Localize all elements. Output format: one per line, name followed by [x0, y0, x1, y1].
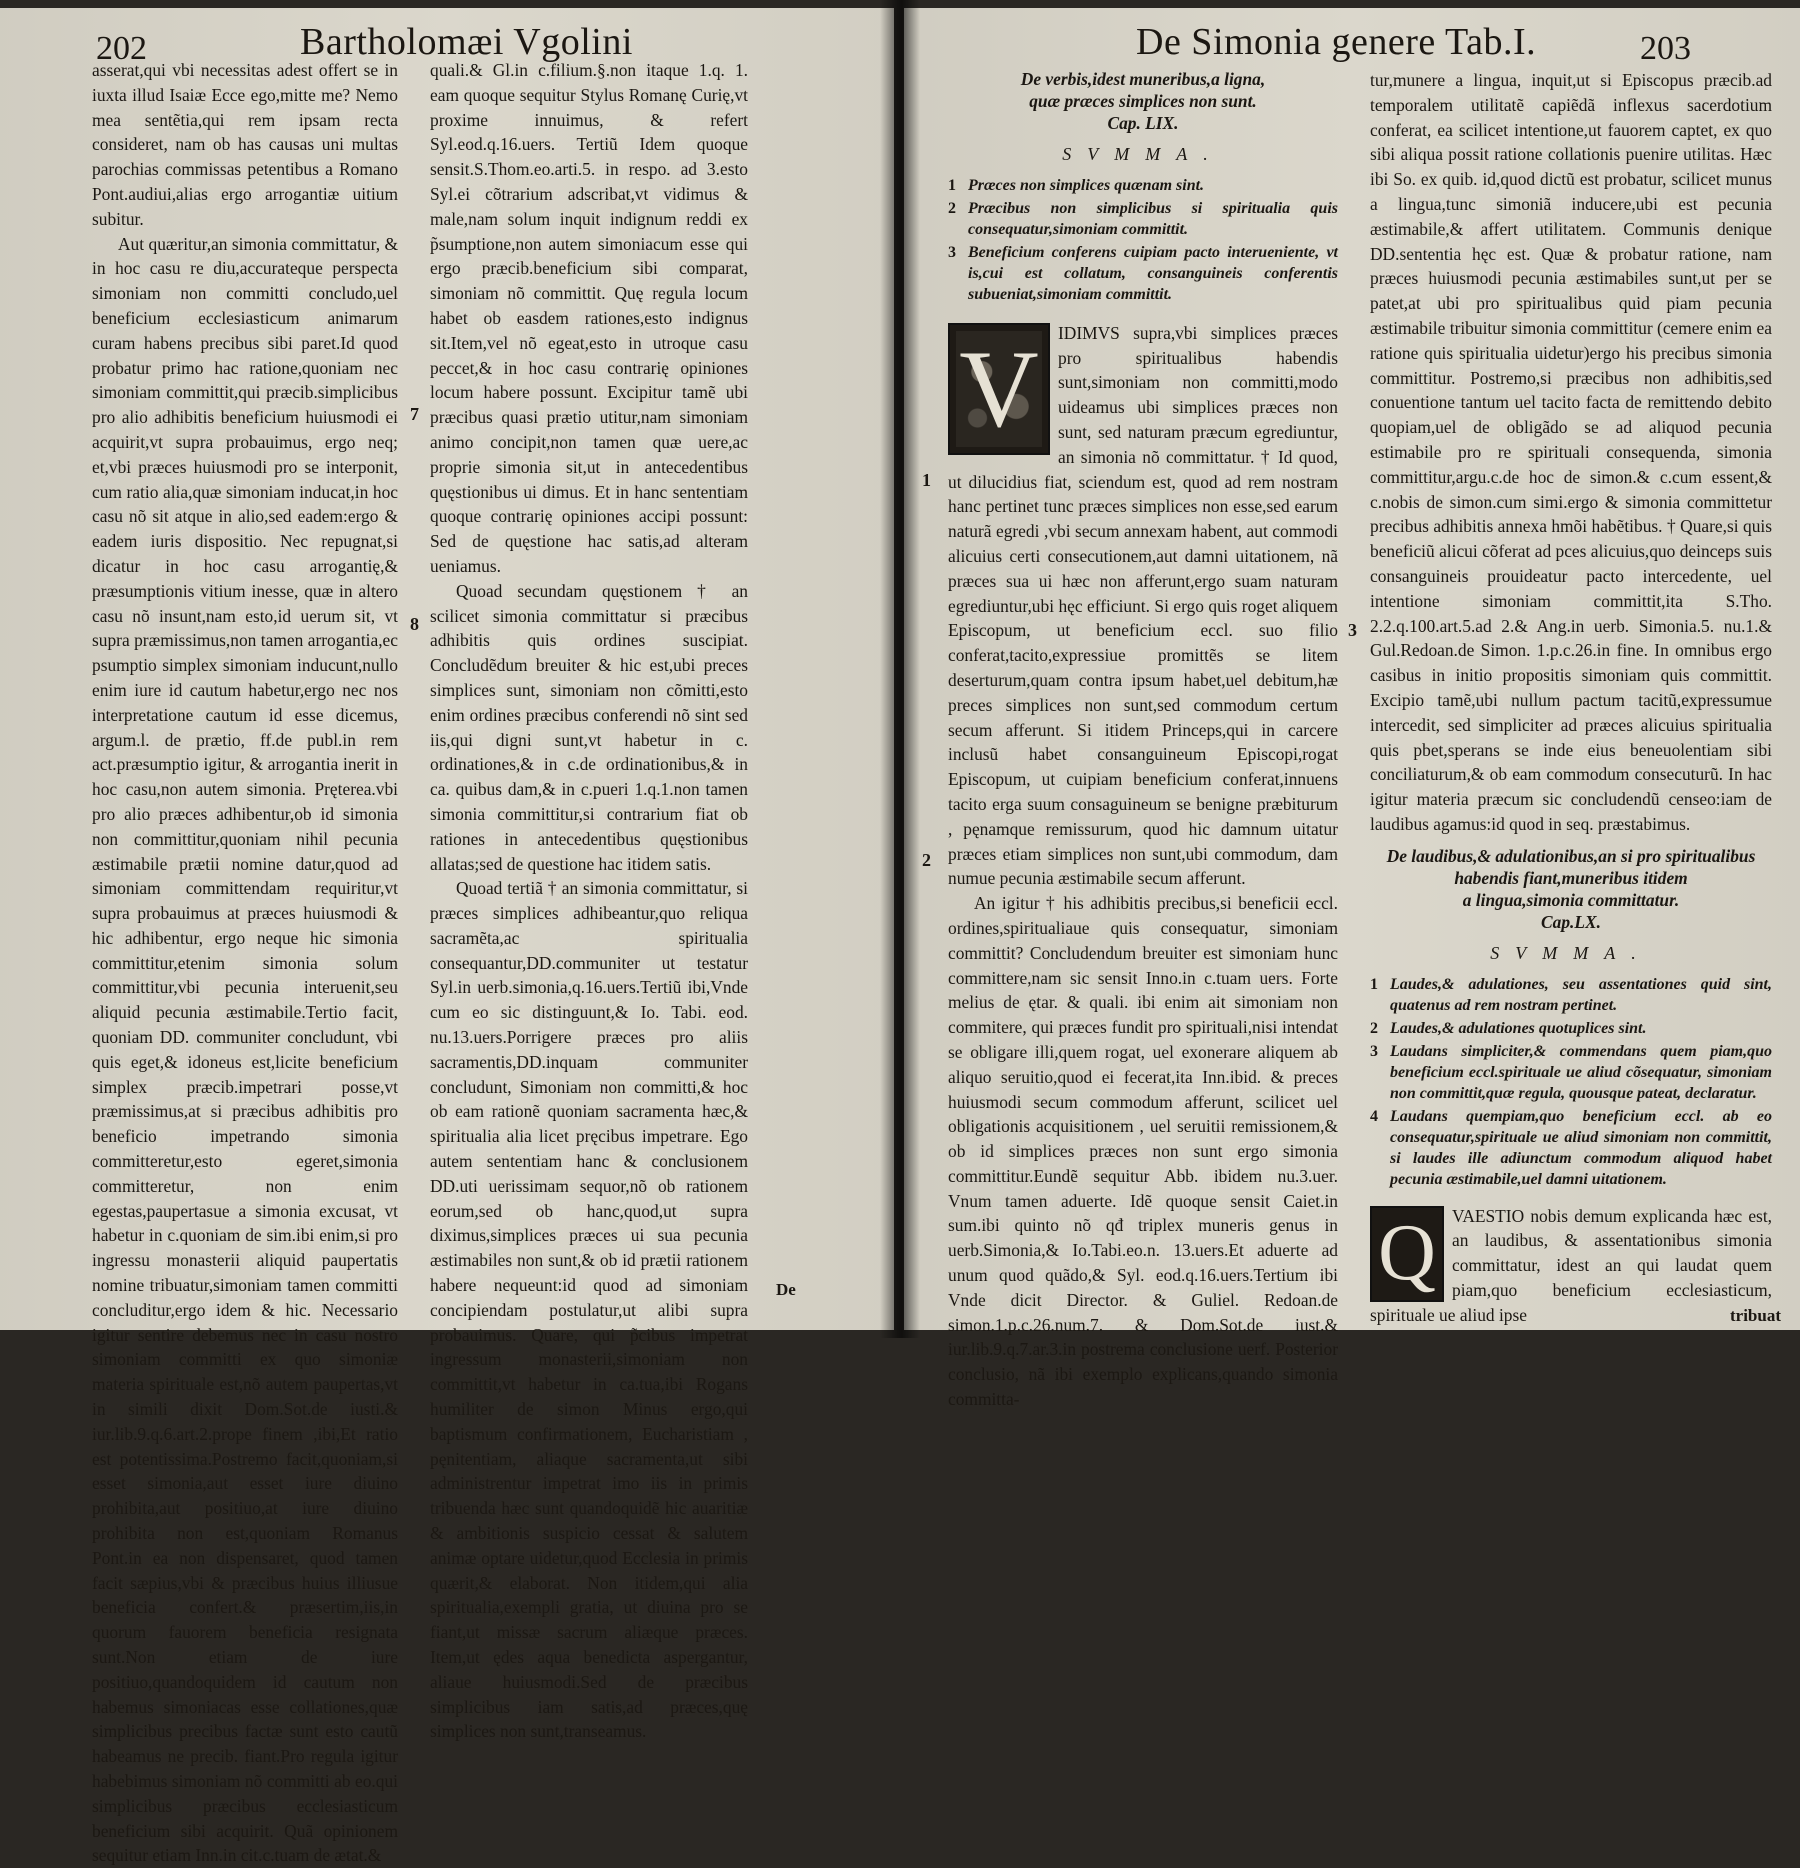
paragraph: An igitur † his adhibitis precibus,si beneficii eccl. ordines,spiritualiaue quis consequatur, simoniam committit? Concludendum breuiter est simoniam hunc committere,nam sic sensit Inno.in c.tuam uers. Forte melius de ętar. & quali. ibi enim ait simoniam non commitere, qui præces fundit pro spirituali,nisi intendat se obligare illi,quem rogat, uel exonerare aliquem ab aliquo seruitio,quod ei fecerat,ita Inn.ibid. & preces huiusmodi secum commodum afferunt, scilicet uel obligationis acquisitionem , uel seruitii remissionem,& ob id simplices præces non sunt ergo simonia committitur.Eundẽ sequitur Abb. ibidem nu.3.uer. Vnum tamen aduerte. Idẽ quoque sensit Caiet.in sum.ibi quinto nõ qđ triplex muneris genus in uerb.Simonia,& Io.Tabi.eo.n. 13.uers.Et aduerte ad unum quod quãdo,& Syl. eod.q.16.uers.Tertium ibi Vnde dicit Director. & Guliel. Redoan.de simon.1.p.c.26.num.7. & Dom.Sot.de iust.& iur.lib.9.q.7.ar.3.in postrema conclusione uerf. Posterior conclusio, nã ibi exemplo explicans,quando simonia committa- — [948, 893, 1338, 1410]
margin-number: 3 — [1348, 620, 1357, 640]
paragraph: VAESTIO nobis demum explicanda hæc est, an laudibus, & assentationibus simonia committatur, idest an qui laudat quem piam,quo beneficium ecclesiasticum, spirituale ue aliud ipse — [1370, 1205, 1772, 1325]
paragraph: asserat,qui vbi necessitas adest offert se in iuxta illud Isaiæ Ecce ego,mitte me? Nemo mea sentẽtia,qui rem ipsam recta consideret, nam ob has causas uni multas parochias commissas petentibus a Romano Pont.audiui,alias ergo arrogantiæ uitium subitur. — [92, 60, 398, 229]
book-gutter — [880, 0, 920, 1338]
initial-letter: V — [959, 327, 1039, 450]
page-number-right: 203 — [1640, 30, 1691, 67]
initial-letter: Q — [1378, 1208, 1436, 1297]
paragraph: Quoad secundam quęstionem † an scilicet simonia committatur si præcibus adhibitis quis ordines suscipiat. Concludẽdum breuiter & hic est,ubi preces simplices sunt, simoniam non cõmitti,esto enim ordines præcibus conferendi nõ sint sed iis,qui digni sunt,vt habetur in c. ordinationes,& in c.de ordinationibus,& in ca. quibus dam,& in c.pueri 1.q.1.non tamen simonia committitur,si contrarium fiat ob rationes in antecedentibus quęstionibus allatas;sed de questione hac itidem satis. — [430, 580, 748, 874]
page-number-left: 202 — [96, 30, 147, 67]
paragraph: Quoad tertiã † an simonia committatur, si præces simplices adhibeantur,quo reliqua sacramẽta,ac spiritualia consequantur,DD.communiter ut testatur Syl.in uerb.simonia,q.16.uers.Tertiũ ibi,Vnde cum eo sic distinguunt,& Io. Tabi. eod. nu.13.uers.Porrigere præces pro aliis sacramentis,DD.inquam communiter concludunt, Simoniam non committi,& hoc ob eam rationẽ quoniam sacramenta hæc,& spiritualia alia licet pręcibus impetrare. Ego autem sententiam hanc & conclusionem DD.uti uerissimam sequor,nõ ob rationem eorum,sed ob hanc,quod,ut supra diximus,simplices præces ui sua pecunia æstimabiles non sunt,& ob id prætii rationem habere nequeunt:id quod ad simoniam concipiendam postulatur,ut alibi supra probauimus. Quare, qui p̃cibus impetrat ingressum monasterii,simoniam non committit,vt habetur in ca.tua,ibi Rogans humiliter de simon Minus ergo,qui baptismum confirmationem, Eucharistiam , pęnitentiam, aliaque sacramenta,ut sibi administrentur impetrat imo iis in primis tribuenda hæc sunt quandoquidẽ hic auaritiæ & ambitionis suspicio cessat & salutem animæ optare uidetur,quod Ecclesia in primis quærit,& elaborat. Non itidem,qui alia spiritualia,exempli gratia, ut diuina pro se fiant,ut missæ sacrum aliæque præces. Item,ut ędes aqua benedicta aspergantur, aliaue huiusmodi.Sed de præcibus simplicibus iam satis,ad præces,quę simplices non sunt,transeamus. — [430, 878, 748, 1742]
summary-text: Præces non simplices quænam sint. — [968, 176, 1205, 194]
summary-text: Præcibus non simplicibus si spiritualia quis consequatur,simoniam committit. — [968, 199, 1338, 238]
summary-text: Laudans simpliciter,& commendans quem piam,quo beneficium eccl.spirituale ue aliud cõsequatur, simoniam non committit,quæ regula, quousque pateat, declaratur. — [1390, 1042, 1772, 1102]
left-page — [0, 8, 894, 1866]
summary-number: 3 — [948, 243, 956, 261]
chapter-title-line: De verbis,idest muneribus,a ligna, — [1020, 69, 1266, 89]
summary-number: 2 — [1370, 1019, 1378, 1037]
running-head-left: Bartholomæi Vgolini — [300, 21, 633, 63]
paragraph: IDIMVS supra,vbi simplices præces pro spiritualibus habendis sunt,simoniam non committi,modo uideamus ubi simplices præces non sunt, sed naturam præcum egrediuntur, an simonia nõ committatur. † Id quod, ut dilucidius fiat, sciendum est, quod ad rem nostram hanc pertinet tunc præces simplices non esse,sed earum naturã egredi ,vbi secum annexam habent, aut commodi alicuius certi consecutionem,aut damni uitationem, nã præces sua ui hæc non afferunt,ergo suam naturam egrediuntur,ubi hęc efficiunt. Si ergo quis roget aliquem Episcopum, ut beneficium eccl. suo filio conferat,tacito,expressiue promittẽs se litem deserturum,quam contra ipsum habet,uel debitum,hæ preces simplices non sunt,sed commodum certum secum afferunt. Si itidem Princeps,qui in carcere inclusũ habet consanguineum Episcopi,rogat Episcopum, ut cuipiam beneficium conferat,innuens tacito erga suum consaguineum se benigne præbiturum , pęnamque remissurum, quod hic damnum uitatur præces etiam simplices non sunt,ubi commodum, dam numue pecunia æstimabile secum afferunt. — [948, 322, 1338, 889]
summary-item — [1370, 1041, 1772, 1104]
paragraph: Aut quæritur,an simonia committatur, & in hoc casu re diu,accurateque perspecta simoniam non committi concludo,uel beneficium ecclesiasticum animarum curam habens precibus sibi paret.Id quod probatur primo hac ratione,quoniam nec simoniam committit,qui præcib.simplicibus pro alio adhibitis beneficium huiusmodi ei acquirit,vt supra probauimus, ergo neq; et,vbi præces huiusmodi pro se interponit, cum ratio alia,quæ simoniam inducat,in hoc casu nõ sit atque in alio,sed eadem:ergo & eadem iuris dispositio. Nec repugnat,si dicatur in hoc casu arrogantię,& præsumptionis vitium inesse, quæ in altero casu nõ insunt,nam esto,id uerum sit, vt supra præmissimus,non tamen arrogantia,ec psumptio simplex simoniam inducunt,nullo enim iure id cautum habetur,ergo nec nos interpretatione cautum id esse dicemus, argum.l. de prætio, ff.de publ.in rem act.præsumptio igitur, & arrogantia inerit in hoc casu,non autem simonia. Pręterea.vbi pro alio præces adhibentur,ob id simonia non committitur,quoniam nihil pecunia æstimabile prætii nomine datur,quod ad simoniam committendam requiritur,vt supra probauimus at præces huiusmodi & hic adhibentur, ergo neque hic simonia committitur,etenim simonia solum committitur,vbi pecunia interuenit,seu aliquid pecunia æstimabile.Tertio facit, quoniam DD. communiter concludunt, vbi quis eget,& idoneus est,licite beneficium simplex præcib.impetrari posse,vt præmissimus,at si præcibus adhibitis pro beneficio impetrando simonia committeretur,esto egeret,simonia committeretur, non enim egestas,paupertasue a simonia excusat, vt habetur in c.quoniam de sim.ibi enim,si pro ingressu monasterii aliquid paupertatis nomine tribuatur,simoniam tamen committi concluditur,ergo idem & hic. Necessario igitur sentire debemus nec in casu nostro simoniam committi ex quo simoniæ materia spirituale est,nõ autem paupertas,vt in simili dixit Dom.Sot.de iusti.& iur.lib.9.q.6.art.2.prope finem ,ibi,Et ratio est potentissima.Postremo facit,quoniam,si esset simonia,aut esset iure diuino prohibita,aut positiuo,at iure diuino prohibita non est,quoniam Romanus Pont.in ea non dispensaret, quod tamen facit sæpius,vbi & præcibus huius illiusue beneficia confert.& præsertim,iis,in quorum fauorem beneficia resignata sunt.Non etiam de iure positiuo,quandoquidem id cautum non habemus simoniacas esse collationes,quæ simplicibus precibus factæ sunt esto cautũ habeamus ne precib. fiant.Pro regula igitur habebimus simoniam nõ committi ab eo.qui simplicibus præcibus ecclesiasticum beneficium sibi acquirit. Quã opinionem sequitur etiam Inn.in cit.c.tuam de ætat.& — [92, 233, 398, 1866]
chapter-number: Cap. LIX. — [1107, 113, 1179, 133]
summary-text: Laudes,& adulationes, seu assentationes quid sint, quatenus ad rem nostram pertinet. — [1390, 975, 1772, 1014]
right-page — [904, 8, 1800, 1410]
chapter-title-line: De laudibus,& adulationibus,an si pro spiritualibus habendis fiant,muneribus itidem — [1386, 845, 1756, 888]
right-page-column-2 — [1370, 68, 1772, 1330]
right-page-column-1 — [948, 68, 1338, 1410]
summary-number: 3 — [1370, 1042, 1378, 1060]
summary-text: Laudes,& adulationes quotuplices sint. — [1390, 1019, 1647, 1037]
summary-number: 1 — [1370, 975, 1378, 993]
running-head-right: De Simonia genere Tab.I. — [1136, 21, 1537, 63]
summa-heading: SVMMA. — [1062, 144, 1224, 164]
summary-number: 1 — [948, 176, 956, 194]
left-page-column-2 — [430, 58, 748, 1742]
margin-number: 7 — [410, 404, 419, 424]
summary-item — [1370, 1018, 1772, 1039]
paragraph: quali.& Gl.in c.filium.§.non itaque 1.q. 1. eam quoque sequitur Stylus Romanę Curię,vt proxime innuimus, & refert Syl.eod.q.16.uers. Tertiũ Idem quoque sensit.S.Thom.eo.arti.5. in respo. ad 3.esto Syl.ei cõtrarium adscribat,vt vidimus & male,nam solum inquit indignum reddi ex p̃sumptione,non autem simoniacum esse qui ergo præcib.beneficium sibi comparat, simoniam nõ committit. Quę regula locum habet ob easdem rationes,esto indignus sit.Item,vel nõ egeat,esto in utroque casu peccet,& in hoc casu contrarię opiniones locum habere possunt. Excipitur tamẽ ubi præcibus quasi prætio utitur,nam simoniam animo concipit,non tamen quæ uere,ac proprie simonia sit,ut in antecedentibus quęstionibus ui dimus. Et in hanc sententiam quoque contrarię opiniones accipi possunt: Sed de quęstione hac satis,ad alteram ueniamus. — [430, 60, 748, 576]
summary-item — [1370, 974, 1772, 1016]
summary-number: 2 — [948, 199, 956, 217]
chapter-59-title — [948, 68, 1338, 134]
summary-text: Beneficium conferens cuipiam pacto interueniente, vt is,cui est collatum, consanguineis conferentis subueniat,simoniam committit. — [968, 243, 1338, 303]
chapter-title-line: a lingua,simonia committatur. — [1462, 889, 1680, 910]
summary-item — [948, 242, 1338, 305]
summary-item — [948, 198, 1338, 240]
summa-heading: SVMMA. — [1490, 942, 1652, 963]
left-page-column-1 — [92, 58, 398, 1866]
decorated-initial-v — [948, 323, 1050, 455]
margin-number: 1 — [922, 470, 931, 490]
margin-number: 8 — [410, 614, 419, 634]
summary-item — [948, 175, 1338, 196]
margin-number: 2 — [922, 850, 931, 870]
catchword: tribuat — [1730, 1306, 1781, 1325]
summary-text: Laudans quempiam,quo beneficium eccl. ab eo consequatur,spirituale ue aliud simoniam non committit, si laudes ille adiunctum commodum aliquod habet pecunia æstimabile,uel damni uitationem. — [1390, 1107, 1772, 1188]
paragraph: tur,munere a lingua, inquit,ut si Episcopus præcib.ad temporalem utilitatẽ capiẽdã inflexus sacerdotium conferat, ea scilicet intentione,ut fauorem captet, ex quo sibi aliqua possit ratione collationis puenire utilitas. Hæc ibi So. ex quib. id,quod dictũ est probatur, scilicet munus a lingua,tunc simoniã inducere,ubi est pecunia æstimabile,& affert utilitatem. Communis denique DD.sententia hęc est. Quæ & probatur ratione, nam præces huiusmodi pecunia æstimabiles sunt,ut per se patet,at ubi pro spiritualibus quid piam pecunia æstimabile tribuitur simonia committitur (cemere enim ea ratione quis spiritualia uidetur)ergo his precibus simonia committitur. Postremo,si præcibus non adhibitis,sed conuentione tantum uel tacito facta de remittendo debito quopiam,uel de obligãdo se ad aliquod pecunia estimabile pro re spirituali consequenda, simonia committitur,argu.c.de hoc de simon.& c.cum essent,& c.nobis de simon.cum simi.ergo & simonia committetur precibus adhibitis annexa hmõi habẽtibus. † Quare,si quis beneficiũ alicui cõferat ad pces alicuius,quo deinceps suis consanguineis prouideatur pacto intercedente, uel intentione simoniam committit,ita S.Tho. 2.2.q.100.art.5.ad 2.& Ang.in uerb. Simonia.5. nu.1.& Gul.Redoan.de Simon. 1.p.c.26.in fine. In omnibus ergo casibus in initio propositis simoniam quis committit. Excipio tamẽ,ubi nullum pactum tacitũ,expressumue intercedit, sed simpliciter ad præces alicuius spiritualia quis pbet,sperans se inde eius beneuolentiam sibi conciliaturum,& ob eam commodum consecuturũ. In hac igitur materia præcum sic concludendũ censeo:iam de laudibus agamus:id quod in seq. præstabimus. — [1370, 70, 1772, 834]
summary-number: 4 — [1370, 1107, 1378, 1125]
summary-item — [1370, 1106, 1772, 1190]
chapter-60-title — [1370, 845, 1772, 933]
catchword: De — [776, 1280, 796, 1299]
chapter-number: Cap.LX. — [1541, 911, 1601, 932]
decorated-initial-q — [1370, 1206, 1444, 1302]
chapter-title-line: quæ præces simplices non sunt. — [1029, 91, 1257, 111]
